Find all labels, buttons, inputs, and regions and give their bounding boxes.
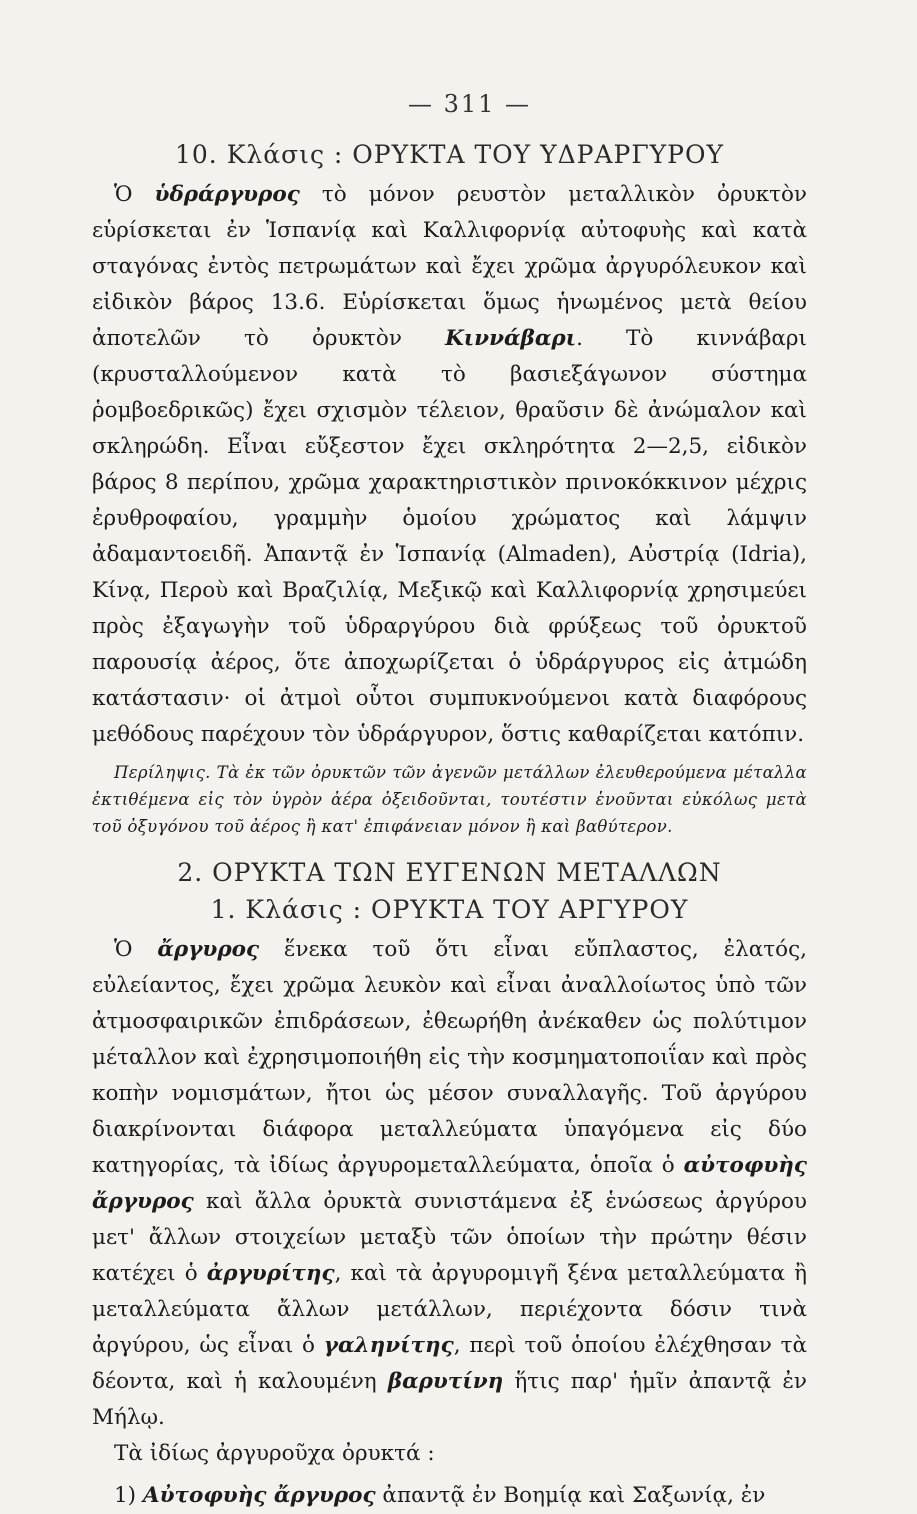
term-barite: βαρυτίνη [387,1369,504,1394]
text-run: , καὶ τὰ ἀργυρομιγῆ ξένα μεταλλεύματα ἢ μεταλλεύματα ἄλλων μετάλλων, περιέχοντα δόσιν τινὰ ἀργύρου, ὡς εἶναι ὁ [92,1261,808,1358]
term-cinnabar: Κιννάβαρι [445,326,577,351]
page-number: — 311 — [407,90,532,118]
text-run: , περὶ τοῦ ὁποίου ἐλέχθησαν τὰ δέοντα, καὶ ἡ καλουμένη [92,1333,807,1394]
text-run: Ὁ [114,182,155,207]
section-heading-mercury: 10. Κλάσις : ΟΡΥΚΤΑ ΤΟΥ ΥΔΡΑΡΓΥΡΟΥ [174,140,724,169]
section-heading-noble-metals: 2. ΟΡΥΚΤΑ ΤΩΝ ΕΥΓΕΝΩΝ ΜΕΤΑΛΛΩΝ [177,858,722,887]
paragraph-silver [92,932,807,1436]
text-run: ἕνεκα τοῦ ὅτι εἶναι εὔπλαστος, ἐλατός, εὐλείαντος, ἔχει χρῶμα λευκὸν καὶ εἶναι ἀναλλοίωτος ὑπὸ τῶν ἀτμοσφαιρικῶν ἐπιδράσεων, ἐθεωρήθη ἀνέκαθεν ὡς πολύτιμον μέταλλον καὶ ἐχρησιμοποιήθη εἰς τὴν κοσμηματοποιΐαν καὶ πρὸς κοπὴν νομισμάτων, ἤτοι ὡς μέσον συναλλαγῆς. Τοῦ ἀργύρου διακρίνονται διάφορα μεταλλεύματα ὑπαγόμενα εἰς δύο κατηγορίας, τὰ ἰδίως ἀργυρομεταλλεύματα, ὁποῖα ὁ [92,937,808,1178]
list-item [92,1478,807,1514]
text-run: ἀπαντᾷ ἐν Βοημίᾳ καὶ Σαξωνίᾳ, ἐν [375,1483,766,1508]
summary-note: Περίληψις. Τὰ ἐκ τῶν ὀρυκτῶν τῶν ἀγενῶν μετάλλων ἐλευθερούμενα μέταλλα ἐκτιθέμενα εἰς τὸν ὑγρὸν ἀέρα ὀξειδοῦνται, τουτέστιν ἑνοῦνται εὐκόλως μετὰ τοῦ ὀξυγόνου τοῦ ἀέρος ἢ κατ' ἐπιφάνειαν μόνον ἢ καὶ βαθύτερον. [92,763,807,836]
term-native-silver-item: Αὐτοφυὴς ἄργυρος [142,1483,376,1508]
term-galena: γαληνίτης [323,1333,454,1358]
paragraph-silver-ores-intro: Τὰ ἰδίως ἀργυροῦχα ὀρυκτά : [114,1441,435,1466]
text-run: ἥτις παρ' ἡμῖν ἀπαντᾷ ἐν Μήλῳ. [92,1369,808,1430]
text-run: καὶ ἄλλα ὀρυκτὰ συνιστάμενα ἐξ ἑνώσεως ἀργύρου μετ' ἄλλων στοιχείων μεταξὺ τῶν ὁποίων τὴν πρώτην θέσιν κατέχει ὁ [92,1189,807,1286]
paragraph-mercury [92,177,807,753]
text-run: Ὁ [114,937,158,962]
text-run: τὸ μόνον ρευστὸν μεταλλικὸν ὀρυκτὸν εὑρίσκεται ἐν Ἱσπανίᾳ καὶ Καλλιφορνίᾳ αὐτοφυὴς καὶ κατὰ σταγόνας ἐντὸς πετρωμάτων καὶ ἔχει χρῶμα ἀργυρόλευκον καὶ εἰδικὸν βάρος 13.6. Εὑρίσκεται ὅμως ἡνωμένος μετὰ θείου ἀποτελῶν τὸ ὀρυκτὸν [92,182,808,351]
term-mercury: ὑδράργυρος [154,182,300,207]
list-number: 1) [114,1483,137,1508]
term-native-silver: αὐτοφυὴς ἄργυρος [92,1153,807,1214]
subsection-heading-silver: 1. Κλάσις : ΟΡΥΚΤΑ ΤΟΥ ΑΡΓΥΡΟΥ [210,895,689,924]
term-silver: ἄργυρος [157,937,260,962]
term-argentite: ἀργυρίτης [206,1261,335,1286]
text-run: . Τὸ κιννάβαρι (κρυσταλλούμενον κατὰ τὸ βασιεξάγωνον σύστημα ῥομβοεδρικῶς) ἔχει σχισμὸν τέλειον, θραῦσιν δὲ ἀνώμαλον καὶ σκληρώδη. Εἶναι εὔξεστον ἔχει σκληρότητα 2—2,5, εἰδικὸν βάρος 8 περίπου, χρῶμα χαρακτηριστικὸν πρινοκόκκινον μέχρις ἐρυθροφαίου, γραμμὴν ὁμοίου χρώματος καὶ λάμψιν ἀδαμαντοειδῆ. Ἀπαντᾷ ἐν Ἱσπανίᾳ (Almaden), Αὐστρίᾳ (Idria), Κίνᾳ, Περοὺ καὶ Βραζιλίᾳ, Μεξικῷ καὶ Καλλιφορνίᾳ χρησιμεύει πρὸς ἐξαγωγὴν τοῦ ὑδραργύρου διὰ φρύξεως τοῦ ὀρυκτοῦ παρουσίᾳ ἀέρος, ὅτε ἀποχωρίζεται ὁ ὑδράργυρος εἰς ἀτμώδη κατάστασιν· οἱ ἀτμοὶ οὗτοι συμπυκνούμενοι κατὰ διαφόρους μεθόδους παρέχουν τὸν ὑδράργυρον, ὅστις καθαρίζεται κατόπιν. [92,326,807,747]
